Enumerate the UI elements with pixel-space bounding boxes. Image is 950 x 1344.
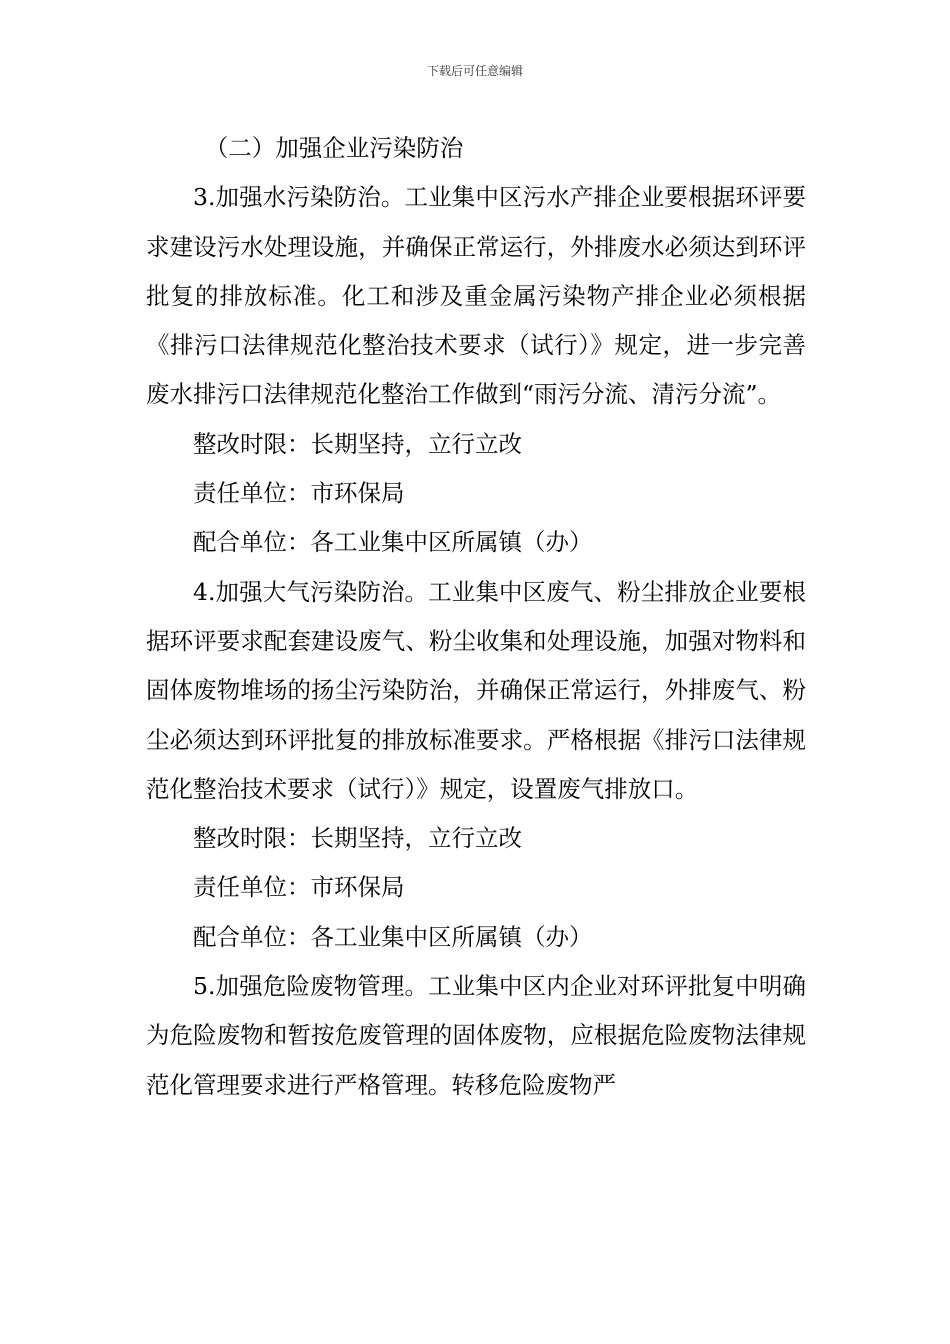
item-3-cooperating-unit: 配合单位：各工业集中区所属镇（办） bbox=[193, 528, 593, 557]
item-4-cooperating-unit: 配合单位：各工业集中区所属镇（办） bbox=[193, 922, 593, 951]
document-body bbox=[146, 124, 806, 1110]
item-5-hazardous-waste: 5.加强危险废物管理。工业集中区内企业对环评批复中明确为危险废物和暂按危废管理的固体废物，应根据危险废物法律规范化管理要求进行严格管理。转移危险废物严 bbox=[146, 972, 806, 1099]
item-4-deadline: 整改时限：长期坚持，立行立改 bbox=[193, 824, 522, 853]
item-3-water-pollution: 3.加强水污染防治。工业集中区污水产排企业要根据环评要求建设污水处理设施，并确保正常运行，外排废水必须达到环评批复的排放标准。化工和涉及重金属污染物产排企业必须根据《排污口法律规范化整治技术要求（试行）》规定，进一步完善废水排污口法律规范化整治工作做到“雨污分流、清污分流”。 bbox=[146, 183, 806, 409]
page-header: 下载后可任意编辑 bbox=[426, 64, 523, 78]
item-3-deadline: 整改时限：长期坚持，立行立改 bbox=[193, 429, 522, 458]
item-4-responsible-unit: 责任单位：市环保局 bbox=[193, 873, 405, 902]
section-heading: （二）加强企业污染防治 bbox=[204, 134, 464, 162]
item-4-air-pollution: 4.加强大气污染防治。工业集中区废气、粉尘排放企业要根据环评要求配套建设废气、粉尘收集和处理设施，加强对物料和固体废物堆场的扬尘污染防治，并确保正常运行，外排废气、粉尘必须达到环评批复的排放标准要求。严格根据《排污口法律规范化整治技术要求（试行）》规定，设置废气排放口。 bbox=[146, 577, 806, 803]
item-3-responsible-unit: 责任单位：市环保局 bbox=[193, 479, 405, 508]
